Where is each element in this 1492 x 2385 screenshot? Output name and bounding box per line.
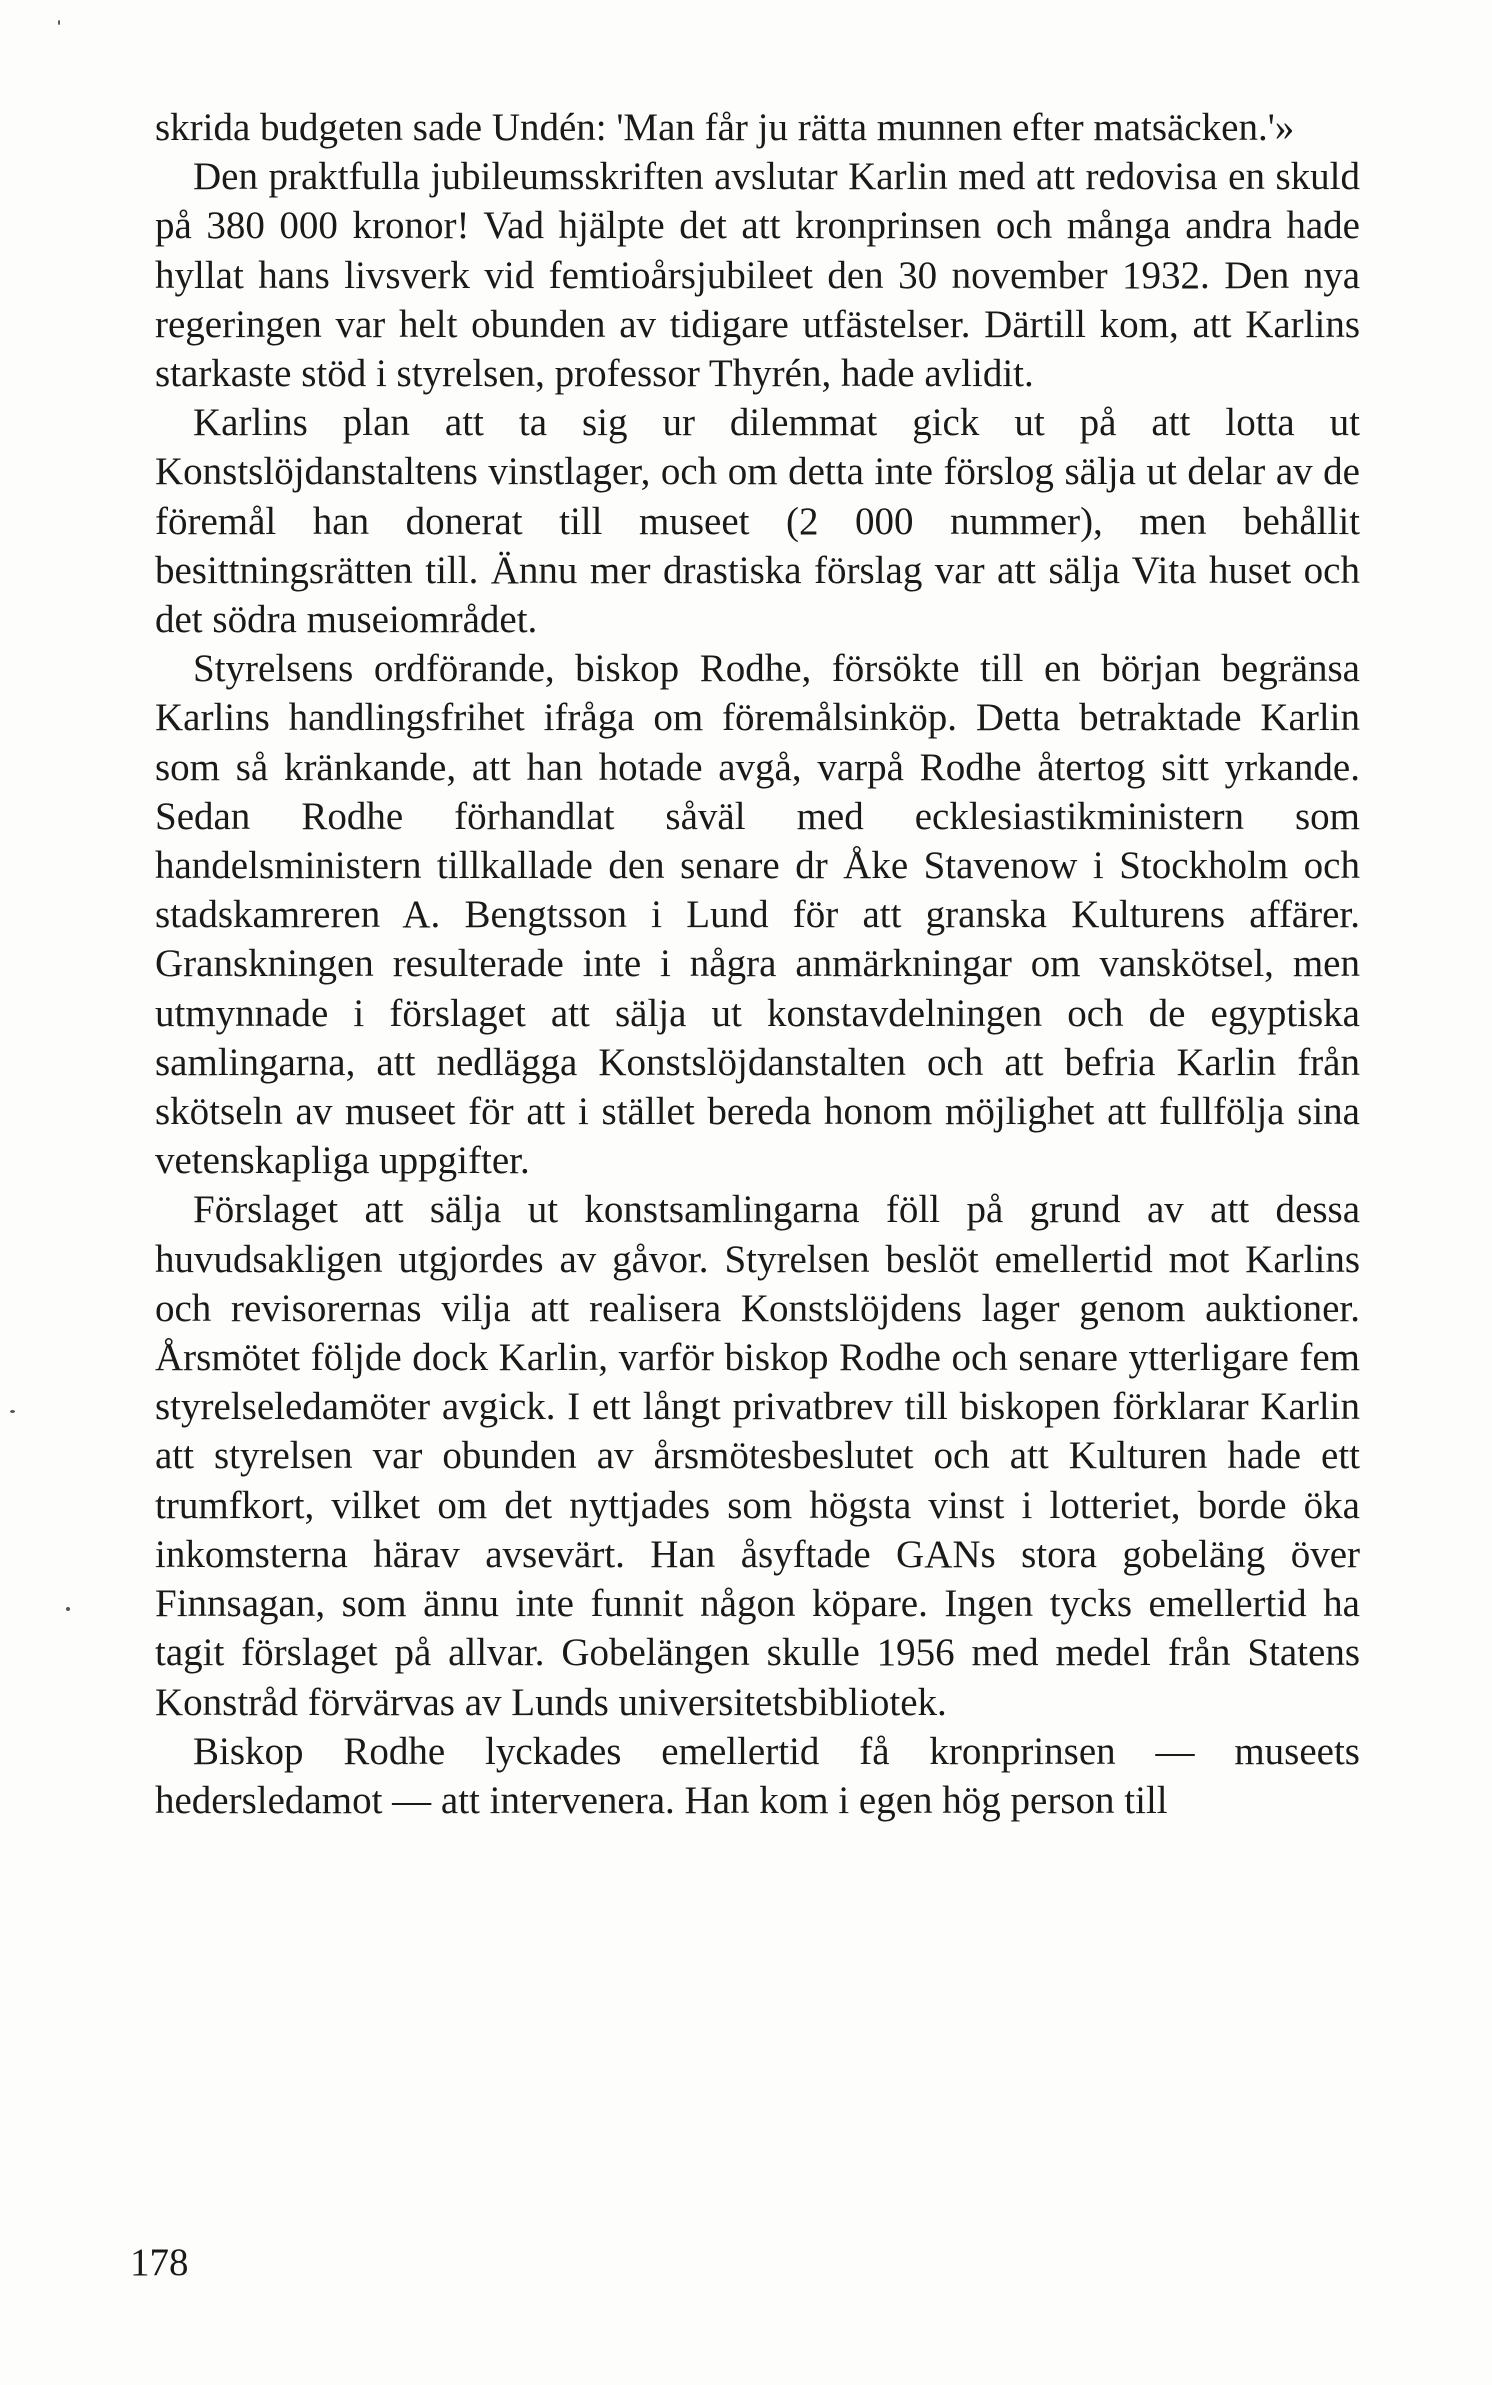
paragraph-5: Förslaget att sälja ut konstsamlingarna föll på grund av att dessa huvudsakligen utgjordes av gåvor. Styrelsen beslöt emellertid mot Karlins och revisorernas vilja att realisera Konstslöjdens lager genom auktioner. Årsmötet följde dock Karlin, varför biskop Rodhe och senare ytterligare fem styrelseledamöter avgick. I ett långt privatbrev till biskopen förklarar Karlin att styrelsen var obunden av årsmötesbeslutet och att Kulturen hade ett trumfkort, vilket om det nyttjades som högsta vinst i lotteriet, borde öka inkomsterna härav avsevärt. Han åsyftade GANs stora gobeläng över Finnsagan, som ännu inte funnit någon köpare. Ingen tycks emellertid ha tagit förslaget på allvar. Gobelängen skulle 1956 med medel från Statens Konstråd förvärvas av Lunds universitetsbibliotek.	[155, 1188, 1360, 1724]
paragraph-1: skrida budgeten sade Undén: 'Man får ju rätta munnen efter matsäcken.'»	[155, 106, 1295, 149]
paragraph-3: Karlins plan att ta sig ur dilemmat gick ut på att lotta ut Konstslöjdanstaltens vinstlager, och om detta inte förslog sälja ut delar av de föremål han donerat till museet (2 000 nummer), men behållit besittningsrätten till. Ännu mer drastiska förslag var att sälja Vita huset och det södra museiområdet.	[155, 401, 1360, 642]
paragraph-4: Styrelsens ordförande, biskop Rodhe, försökte till en början begränsa Karlins handlingsfrihet ifråga om föremålsinköp. Detta betraktade Karlin som så kränkande, att han hotade avgå, varpå Rodhe återtog sitt yrkande. Sedan Rodhe förhandlat såväl med ecklesiastikministern som handelsministern tillkallade den senare dr Åke Stavenow i Stockholm och stadskamreren A. Bengtsson i Lund för att granska Kulturens affärer. Granskningen resulterade inte i några anmärkningar om vanskötsel, men utmynnade i förslaget att sälja ut konstavdelningen och de egyptiska samlingarna, att nedlägga Konstslöjdanstalten och att befria Karlin från skötseln av museet för att i stället bereda honom möjlighet att fullfölja sina vetenskapliga uppgifter.	[155, 647, 1360, 1183]
scan-speck-mark	[58, 20, 60, 25]
body-text	[155, 103, 1360, 1825]
paragraph-2: Den praktfulla jubileumsskriften avslutar Karlin med att redovisa en skuld på 380 000 kronor! Vad hjälpte det att kronprinsen och många andra hade hyllat hans livsverk vid femtioårsjubileet den 30 november 1932. Den nya regeringen var helt obunden av tidigare utfästelser. Därtill kom, att Karlins starkaste stöd i styrelsen, professor Thyrén, hade avlidit.	[155, 155, 1360, 396]
scan-speck-mark	[10, 1410, 15, 1413]
page-number: 178	[130, 2241, 189, 2284]
paragraph-6: Biskop Rodhe lyckades emellertid få kronprinsen — museets hedersledamot — att intervenera. Han kom i egen hög person till	[155, 1729, 1360, 1822]
scan-speck-mark	[66, 1607, 70, 1611]
